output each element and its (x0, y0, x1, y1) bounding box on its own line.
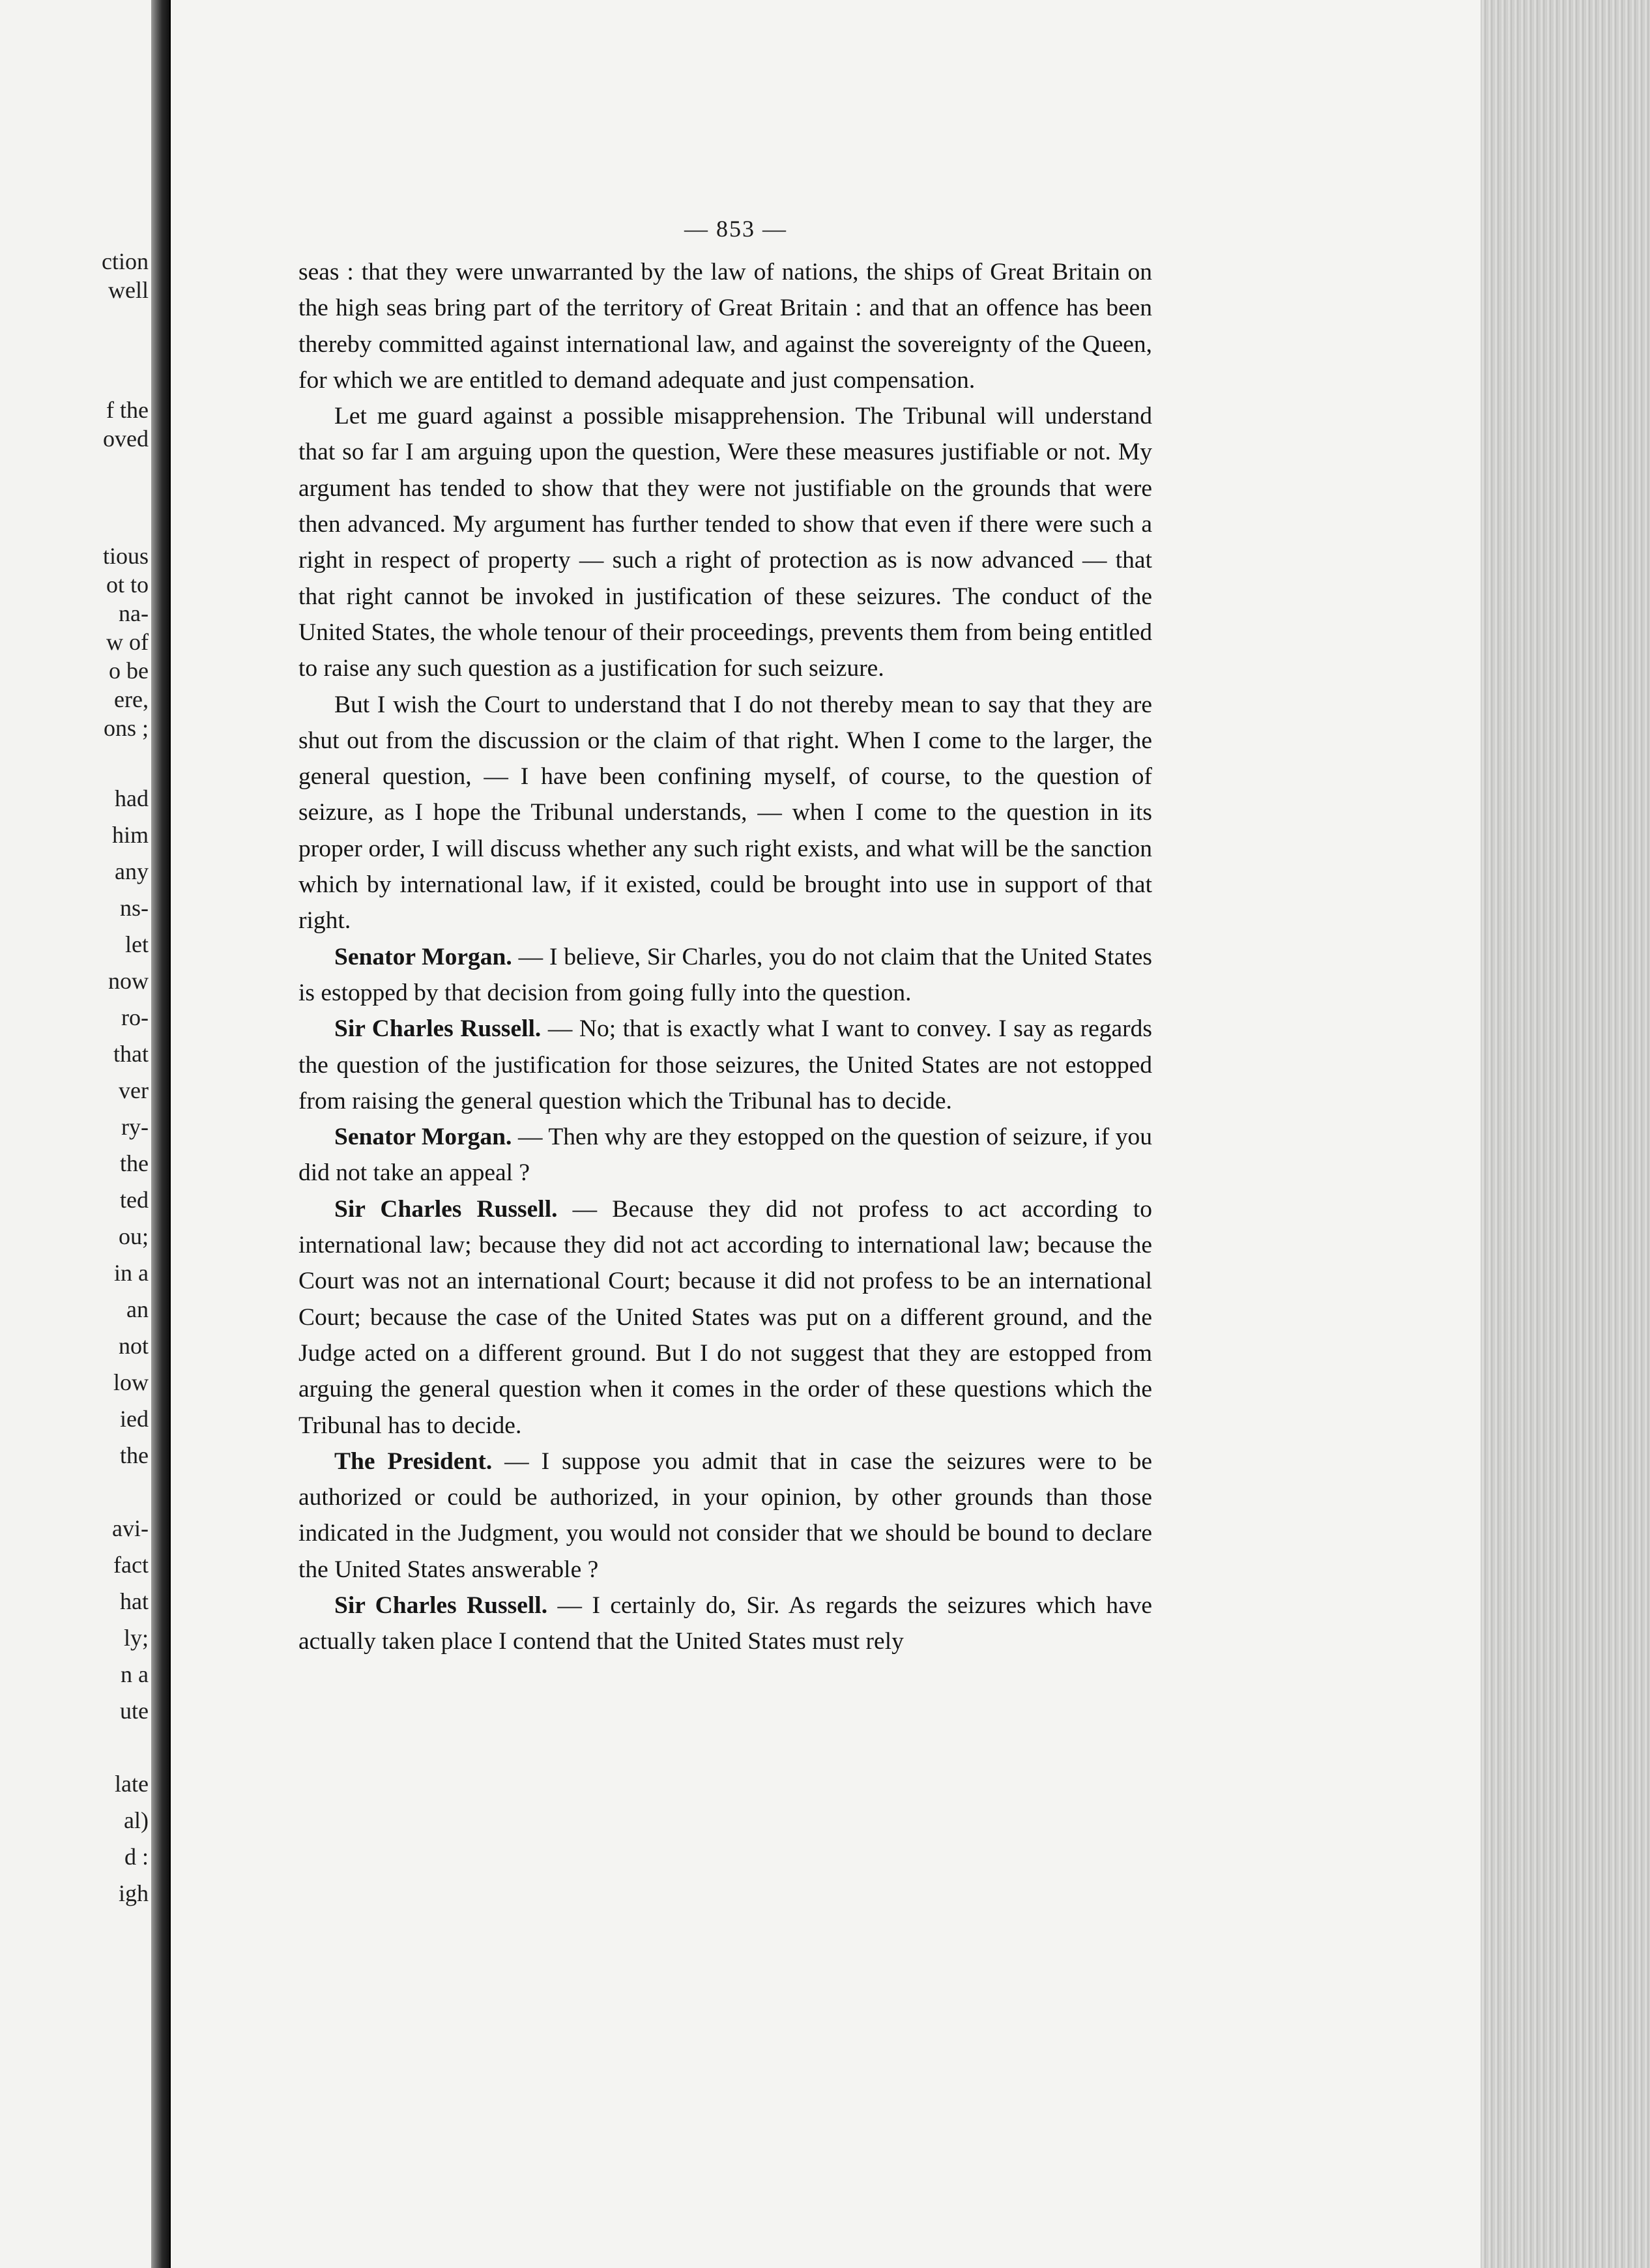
paragraph-text: — No; that is exactly what I want to convey. I say as regards the question of the justification for those seizures, the United States are not estopped from raising the general question which the Tribunal has to decide. (298, 1015, 1152, 1114)
paragraph (298, 1119, 1152, 1191)
body-text (298, 254, 1152, 1660)
left-page-fragment: ction (102, 248, 149, 274)
left-page-fragment: ns- (120, 895, 149, 921)
left-page-fragment: w of (106, 629, 149, 655)
left-page-fragment: ly; (123, 1625, 149, 1651)
left-page-fragment: had (115, 785, 149, 811)
left-page-fragment: al) (124, 1807, 149, 1833)
paragraph (298, 1011, 1152, 1119)
left-page-fragment: ou; (118, 1223, 149, 1249)
left-page-fragment: the (120, 1442, 149, 1468)
left-page-fragment: the (120, 1150, 149, 1176)
left-page-fragment: ry- (121, 1114, 149, 1140)
left-page-fragment: that (113, 1041, 149, 1067)
left-page-fragment: ot to (106, 572, 149, 598)
left-page-fragment: o be (109, 658, 149, 684)
speaker-name: Senator Morgan. (334, 1124, 512, 1151)
paragraph-text: — I suppose you admit that in case the seizures were to be authorized or could be authorized, in your opinion, by other grounds than those indicated in the Judgment, you would not consider that we should be bound to declare the United States answerable ? (298, 1447, 1153, 1583)
speaker-name: Sir Charles Russell. (334, 1195, 558, 1223)
left-page-fragment: n a (121, 1661, 149, 1687)
left-page-fragment: tious (102, 543, 149, 569)
left-page-fragment: ute (120, 1698, 149, 1724)
speaker-name: The President. (334, 1447, 493, 1475)
left-page-fragment: ied (120, 1406, 149, 1432)
book-gutter (151, 0, 169, 2268)
left-page-fragment: hat (120, 1588, 149, 1614)
paragraph (298, 687, 1152, 939)
left-page-fragment: f the (106, 397, 149, 423)
paragraph (298, 1191, 1152, 1444)
paragraph (298, 1588, 1152, 1660)
paragraph-text: — I believe, Sir Charles, you do not claim that the United States is estopped by that decision from going fully into the question. (298, 943, 1152, 1006)
paragraph-text: Let me guard against a possible misapprehension. The Tribunal will understand that so far I am arguing upon the question, Were these measures justifiable or not. My argument has tended to show that they were not justifiable on the grounds that were then advanced. My argument has further tended to show that even if there were such a right in respect of property — such a right of protection as is now advanced — that that right cannot be invoked in justification of these seizures. The conduct of the United States, the whole tenour of their proceedings, prevents them from being entitled to raise any such question as a justification for such seizure. (298, 403, 1152, 682)
left-page-edge (0, 0, 156, 2268)
paragraph (298, 254, 1152, 398)
page-number: — 853 — (684, 216, 787, 242)
paragraph (298, 398, 1152, 686)
paragraph-text: — Then why are they estopped on the question of seizure, if you did not take an appeal ? (298, 1124, 1152, 1187)
left-page-fragment: ons ; (103, 715, 149, 741)
left-page-fragment: ted (120, 1187, 149, 1213)
left-page-fragment: well (108, 277, 149, 303)
left-page-fragment: avi- (112, 1515, 149, 1541)
paragraph-text: — I certainly do, Sir. As regards the seizures which have actually taken place I contend that the United States must rely (298, 1592, 1152, 1655)
paragraph (298, 1444, 1152, 1588)
left-page-fragment: fact (113, 1552, 149, 1578)
paragraph-text: seas : that they were unwarranted by the law of nations, the ships of Great Britain on the high seas bring part of the territory of Great Britain : and that an offence has been thereby committed against international law, and against the sovereignty of the Queen, for which we are entitled to demand adequate and just compensation. (298, 259, 1152, 394)
left-page-fragment: not (118, 1333, 149, 1359)
left-page-fragment: oved (103, 426, 149, 452)
paragraph-text: But I wish the Court to understand that I do not thereby mean to say that they are shut out from the discussion or the claim of that right. When I come to the larger, the general question, — I have been confining myself, of course, to the question of seizure, as I hope the Tribunal understands, — when I come to the question in its proper order, I will discuss whether any such right exists, and what will be the sanction which by international law, if it existed, could be brought into use in support of that right. (298, 691, 1152, 935)
paragraph-text: — Because they did not profess to act according to international law; because they did not act according to international law; because the Court was not an international Court; because it did not profess to be an international Court; because the case of the United States was put on a different ground, and the Judge acted on a different ground. But I do not suggest that they are estopped from arguing the general question when it comes in the order of these questions which the Tribunal has to decide. (298, 1195, 1152, 1439)
left-page-fragment: an (126, 1296, 149, 1322)
left-page-fragment: any (115, 858, 149, 884)
left-page-fragment: him (111, 822, 149, 848)
left-page-fragment: now (108, 968, 149, 994)
left-page-fragment: late (115, 1771, 149, 1797)
left-page-fragment: ere, (114, 686, 149, 712)
left-page-fragment: igh (118, 1880, 149, 1906)
left-page-fragment: ro- (121, 1004, 149, 1030)
page-stack-edge (1481, 0, 1650, 2268)
paragraph (298, 939, 1152, 1011)
speaker-name: Sir Charles Russell. (334, 1592, 548, 1619)
left-page-fragment: na- (119, 600, 149, 626)
left-page-fragment: let (125, 931, 149, 957)
left-page-fragment: d : (124, 1844, 149, 1870)
speaker-name: Sir Charles Russell. (334, 1015, 542, 1043)
speaker-name: Senator Morgan. (334, 943, 512, 970)
left-page-fragment: in a (114, 1260, 149, 1286)
left-page-fragment: ver (119, 1077, 149, 1103)
left-page-fragment: low (113, 1369, 149, 1395)
